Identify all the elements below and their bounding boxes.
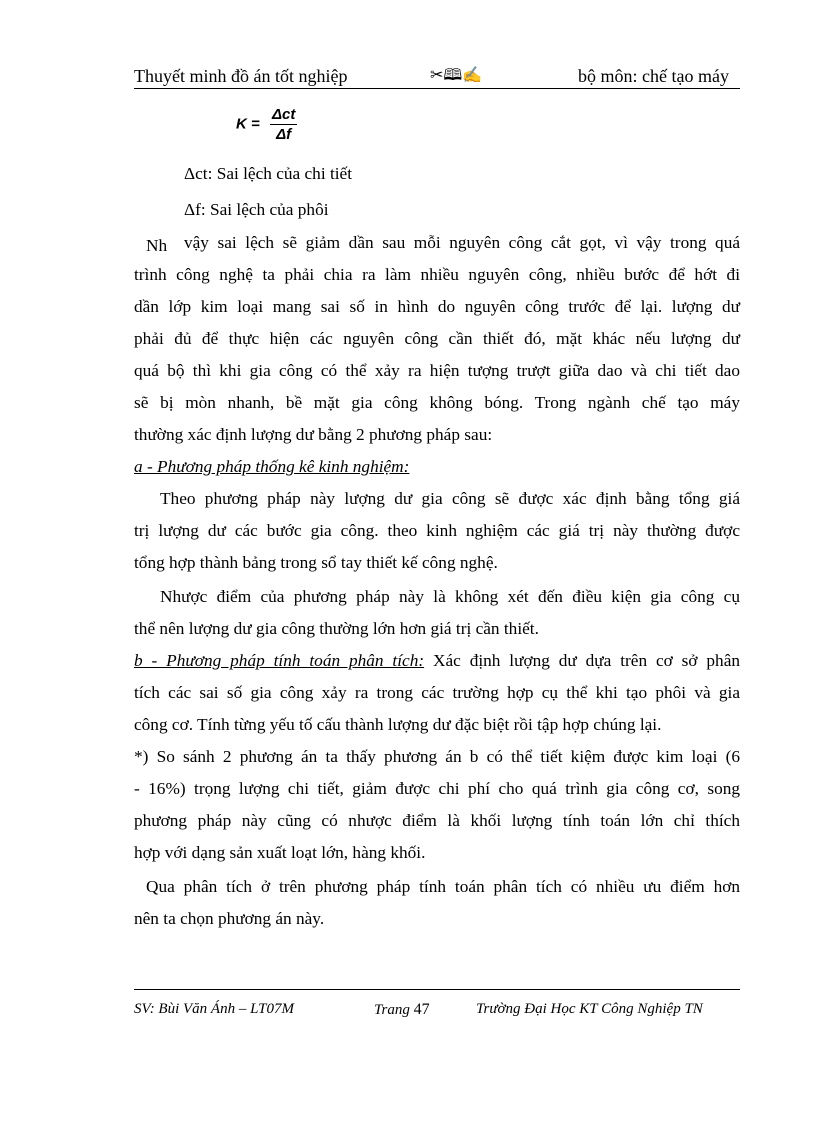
footer-school: Trường Đại Học KT Công Nghiệp TN	[476, 1001, 703, 1017]
text-line: Nhược điểm của phương pháp này là không xét đến điều kiện gia công cụ	[160, 587, 740, 606]
text-line: thường xác định lượng dư bằng 2 phương pháp sau:	[134, 425, 493, 444]
text-line: quá bộ thì khi gia công có thể xảy ra hiện tượng trượt giữa dao và chi tiết dao	[134, 361, 740, 380]
text-line: sẽ bị mòn nhanh, bề mặt gia công không bóng. Trong ngành chế tạo máy	[134, 393, 740, 412]
text-line: tích các sai số gia công xảy ra trong các trường hợp cụ thể khi tạo phôi và gia	[134, 683, 740, 702]
text-line: nên ta chọn phương án này.	[134, 909, 325, 928]
formula-fraction	[270, 106, 297, 143]
text-line: vậy sai lệch sẽ giảm dần sau mỗi nguyên công cắt gọt, vì vậy trong quá	[184, 233, 740, 252]
paragraph-start: Nh	[146, 236, 168, 255]
formula-numerator: Δct	[271, 106, 296, 123]
method-b-first: Xác định lượng dư dựa trên cơ sở phân	[433, 651, 741, 670]
formula	[236, 106, 297, 143]
text-line: công cơ. Tính từng yếu tố cấu thành lượng dư đặc biệt rồi tập hợp chúng lại.	[134, 715, 662, 734]
book-ornament-icon: ✂🕮✍	[430, 67, 483, 84]
text-line: Qua phân tích ở trên phương pháp tính toán phân tích có nhiều ưu điểm hơn	[146, 877, 740, 896]
text-line: trị lượng dư các bước gia công. theo kinh nghiệm các giá trị này thường được	[134, 521, 740, 540]
footer-page	[374, 1001, 430, 1019]
footer-divider	[134, 989, 740, 990]
header-divider	[134, 88, 740, 89]
text-line: dần lớp kim loại mang sai số in hình do nguyên công trước để lại. lượng dư	[134, 297, 740, 316]
footer-page-number: 47	[413, 1001, 430, 1018]
method-b-heading: b - Phương pháp tính toán phân tích:	[134, 651, 425, 670]
header-left-text: Thuyết minh đồ án tốt nghiệp	[134, 66, 348, 86]
formula-denominator: Δf	[276, 126, 292, 143]
text-line: Theo phương pháp này lượng dư gia công sẽ được xác định bằng tổng giá	[160, 489, 740, 508]
header-right-text: bộ môn: chế tạo máy	[578, 66, 729, 86]
text-line: hợp với dạng sản xuất loạt lớn, hàng khối.	[134, 843, 426, 862]
method-a-heading: a - Phương pháp thống kê kinh nghiệm:	[134, 457, 410, 476]
method-b-line	[134, 651, 740, 671]
text-line: trình công nghệ ta phải chia ra làm nhiều nguyên công, nhiều bước để hớt đi	[134, 265, 740, 284]
definition-delta-f: Δf: Sai lệch của phôi	[184, 200, 329, 219]
definition-delta-ct: Δct: Sai lệch của chi tiết	[184, 164, 353, 183]
footer-page-label: Trang	[374, 1002, 410, 1018]
text-line: *) So sánh 2 phương án ta thấy phương án b có thể tiết kiệm được kim loại (6	[134, 747, 740, 766]
text-line: tổng hợp thành bảng trong sổ tay thiết kế công nghệ.	[134, 553, 498, 572]
text-line: phải đủ để thực hiện các nguyên công cần thiết đó, mặt khác nếu lượng dư	[134, 329, 740, 348]
footer-student: SV: Bùi Văn Ánh – LT07M	[134, 1001, 294, 1017]
text-line: thể nên lượng dư gia công thường lớn hơn giá trị cần thiết.	[134, 619, 539, 638]
text-line: phương pháp này cũng có nhược điểm là khối lượng tính toán lớn chỉ thích	[134, 811, 740, 830]
text-line: - 16%) trọng lượng chi tiết, giảm được chi phí cho quá trình gia công cơ, song	[134, 779, 740, 798]
formula-lhs: K =	[236, 115, 260, 133]
